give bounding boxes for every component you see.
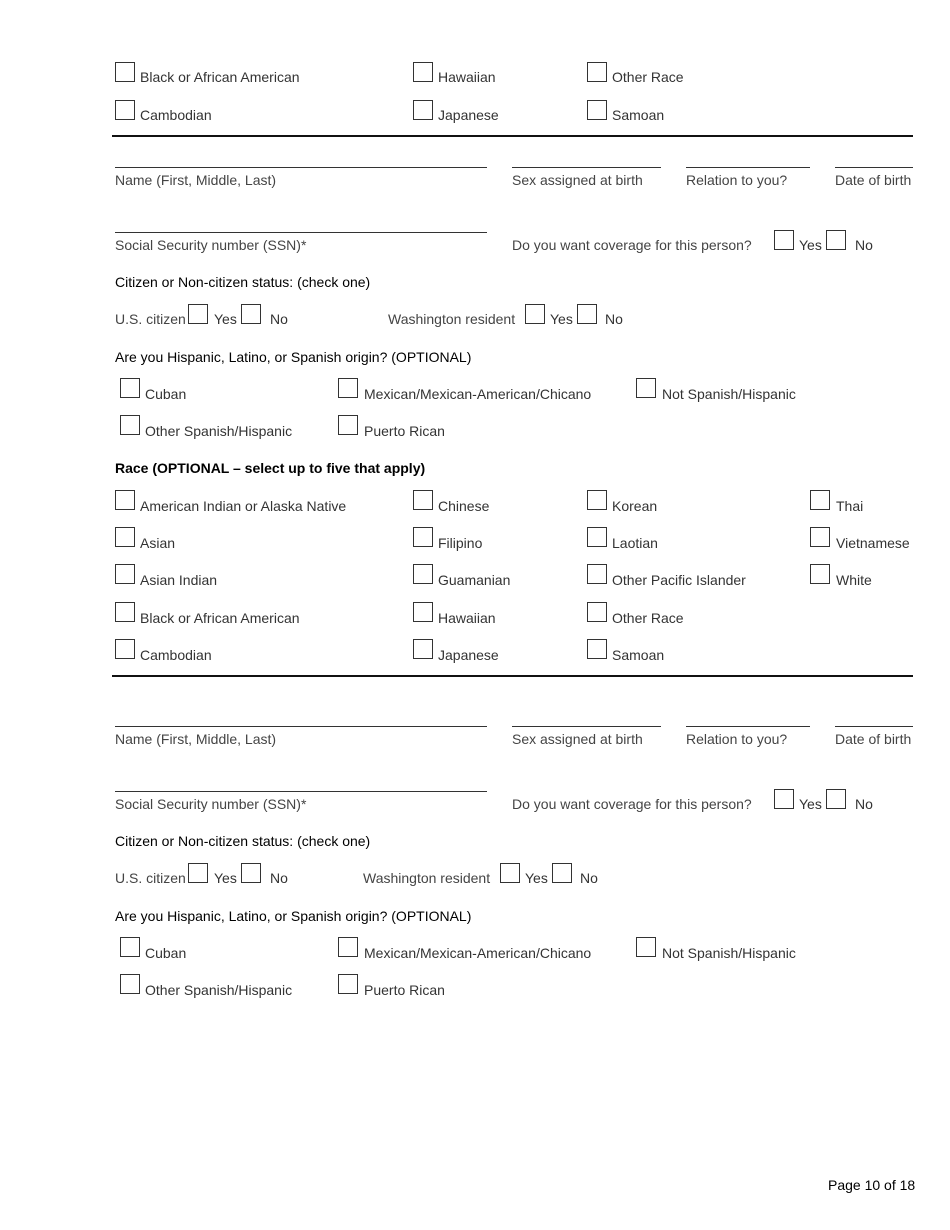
race-checkbox-other-race[interactable] — [587, 602, 607, 622]
hispanic-label-other: Other Spanish/Hispanic — [145, 423, 293, 439]
race-label-vietnamese: Vietnamese — [836, 535, 910, 551]
hispanic-checkbox-puerto-rican[interactable] — [338, 974, 358, 994]
race-checkbox-vietnamese[interactable] — [810, 527, 830, 547]
hispanic-label-mexican: Mexican/Mexican-American/Chicano — [364, 945, 592, 961]
hispanic-question: Are you Hispanic, Latino, or Spanish origin? (OPTIONAL) — [115, 349, 472, 365]
hispanic-label-other: Other Spanish/Hispanic — [145, 982, 293, 998]
relation-field[interactable] — [686, 726, 810, 727]
coverage-no-label: No — [855, 237, 873, 253]
sex-label: Sex assigned at birth — [512, 731, 643, 747]
coverage-question: Do you want coverage for this person? — [512, 796, 752, 812]
hispanic-label-not-hispanic: Not Spanish/Hispanic — [662, 945, 796, 961]
dob-label: Date of birth — [835, 731, 912, 747]
sex-field[interactable] — [512, 167, 661, 168]
dob-field[interactable] — [835, 167, 913, 168]
race-checkbox-american-indian[interactable] — [115, 490, 135, 510]
hispanic-question: Are you Hispanic, Latino, or Spanish origin? (OPTIONAL) — [115, 908, 472, 924]
page-number: Page 10 of 18 — [828, 1177, 916, 1193]
dob-label: Date of birth — [835, 172, 912, 188]
us-citizen-yes-checkbox[interactable] — [188, 304, 208, 324]
us-citizen-no-label: No — [270, 311, 288, 327]
race-label-asian: Asian — [140, 535, 176, 551]
race-label-black: Black or African American — [140, 610, 300, 626]
name-field[interactable] — [115, 726, 487, 727]
wa-resident-yes-checkbox[interactable] — [525, 304, 545, 324]
race-label-samoan: Samoan — [612, 107, 665, 123]
race-label-other-pacific: Other Pacific Islander — [612, 572, 746, 588]
ssn-field[interactable] — [115, 232, 487, 233]
race-checkbox-hawaiian[interactable] — [413, 62, 433, 82]
us-citizen-label: U.S. citizen — [115, 870, 186, 886]
sex-field[interactable] — [512, 726, 661, 727]
relation-field[interactable] — [686, 167, 810, 168]
race-label-hawaiian: Hawaiian — [438, 69, 496, 85]
hispanic-label-cuban: Cuban — [145, 945, 187, 961]
us-citizen-label: U.S. citizen — [115, 311, 186, 327]
hispanic-label-puerto-rican: Puerto Rican — [364, 982, 445, 998]
wa-resident-yes-checkbox[interactable] — [500, 863, 520, 883]
race-label-hawaiian: Hawaiian — [438, 610, 496, 626]
us-citizen-yes-checkbox[interactable] — [188, 863, 208, 883]
ssn-field[interactable] — [115, 791, 487, 792]
hispanic-checkbox-puerto-rican[interactable] — [338, 415, 358, 435]
race-checkbox-asian-indian[interactable] — [115, 564, 135, 584]
race-checkbox-white[interactable] — [810, 564, 830, 584]
race-checkbox-japanese[interactable] — [413, 639, 433, 659]
wa-resident-no-label: No — [580, 870, 598, 886]
hispanic-checkbox-not-hispanic[interactable] — [636, 378, 656, 398]
race-checkbox-other-race[interactable] — [587, 62, 607, 82]
race-label-white: White — [836, 572, 872, 588]
coverage-no-label: No — [855, 796, 873, 812]
race-label-samoan: Samoan — [612, 647, 665, 663]
race-checkbox-thai[interactable] — [810, 490, 830, 510]
hispanic-checkbox-other[interactable] — [120, 974, 140, 994]
relation-label: Relation to you? — [686, 172, 788, 188]
wa-resident-no-label: No — [605, 311, 623, 327]
race-label-filipino: Filipino — [438, 535, 483, 551]
race-checkbox-black[interactable] — [115, 602, 135, 622]
name-label: Name (First, Middle, Last) — [115, 172, 277, 188]
hispanic-checkbox-cuban[interactable] — [120, 378, 140, 398]
race-checkbox-filipino[interactable] — [413, 527, 433, 547]
race-label-other-race: Other Race — [612, 610, 684, 626]
race-label-other-race: Other Race — [612, 69, 684, 85]
name-label: Name (First, Middle, Last) — [115, 731, 277, 747]
citizen-status-label: Citizen or Non-citizen status: (check one) — [115, 274, 371, 290]
race-label-japanese: Japanese — [438, 107, 499, 123]
dob-field[interactable] — [835, 726, 913, 727]
race-label-american-indian: American Indian or Alaska Native — [140, 498, 347, 514]
wa-resident-label: Washington resident — [388, 311, 516, 327]
section-divider — [112, 675, 913, 677]
us-citizen-yes-label: Yes — [214, 870, 237, 886]
hispanic-label-puerto-rican: Puerto Rican — [364, 423, 445, 439]
race-checkbox-korean[interactable] — [587, 490, 607, 510]
race-label-cambodian: Cambodian — [140, 647, 212, 663]
ssn-label: Social Security number (SSN)* — [115, 237, 307, 253]
race-label-korean: Korean — [612, 498, 658, 514]
us-citizen-yes-label: Yes — [214, 311, 237, 327]
race-checkbox-japanese[interactable] — [413, 100, 433, 120]
wa-resident-label: Washington resident — [363, 870, 491, 886]
coverage-yes-checkbox[interactable] — [774, 789, 794, 809]
race-label-laotian: Laotian — [612, 535, 658, 551]
wa-resident-no-checkbox[interactable] — [552, 863, 572, 883]
race-label-guamanian: Guamanian — [438, 572, 511, 588]
relation-label: Relation to you? — [686, 731, 788, 747]
race-checkbox-other-pacific[interactable] — [587, 564, 607, 584]
section-divider — [112, 135, 913, 137]
wa-resident-yes-label: Yes — [525, 870, 548, 886]
sex-label: Sex assigned at birth — [512, 172, 643, 188]
wa-resident-no-checkbox[interactable] — [577, 304, 597, 324]
race-label-black: Black or African American — [140, 69, 300, 85]
race-label-cambodian: Cambodian — [140, 107, 212, 123]
race-checkbox-cambodian[interactable] — [115, 639, 135, 659]
race-label-chinese: Chinese — [438, 498, 490, 514]
race-checkbox-samoan[interactable] — [587, 100, 607, 120]
race-checkbox-black[interactable] — [115, 62, 135, 82]
coverage-no-checkbox[interactable] — [826, 230, 846, 250]
coverage-yes-checkbox[interactable] — [774, 230, 794, 250]
coverage-yes-label: Yes — [799, 796, 822, 812]
hispanic-checkbox-cuban[interactable] — [120, 937, 140, 957]
race-heading: Race (OPTIONAL – select up to five that apply) — [115, 460, 426, 476]
coverage-yes-label: Yes — [799, 237, 822, 253]
hispanic-checkbox-mexican[interactable] — [338, 937, 358, 957]
race-checkbox-asian[interactable] — [115, 527, 135, 547]
race-label-japanese: Japanese — [438, 647, 499, 663]
us-citizen-no-label: No — [270, 870, 288, 886]
coverage-question: Do you want coverage for this person? — [512, 237, 752, 253]
hispanic-checkbox-other[interactable] — [120, 415, 140, 435]
citizen-status-label: Citizen or Non-citizen status: (check one) — [115, 833, 371, 849]
hispanic-checkbox-not-hispanic[interactable] — [636, 937, 656, 957]
race-checkbox-guamanian[interactable] — [413, 564, 433, 584]
race-label-asian-indian: Asian Indian — [140, 572, 218, 588]
race-label-thai: Thai — [836, 498, 864, 514]
us-citizen-no-checkbox[interactable] — [241, 863, 261, 883]
wa-resident-yes-label: Yes — [550, 311, 573, 327]
race-checkbox-hawaiian[interactable] — [413, 602, 433, 622]
race-checkbox-chinese[interactable] — [413, 490, 433, 510]
hispanic-label-mexican: Mexican/Mexican-American/Chicano — [364, 386, 592, 402]
coverage-no-checkbox[interactable] — [826, 789, 846, 809]
ssn-label: Social Security number (SSN)* — [115, 796, 307, 812]
race-checkbox-cambodian[interactable] — [115, 100, 135, 120]
hispanic-label-cuban: Cuban — [145, 386, 187, 402]
name-field[interactable] — [115, 167, 487, 168]
hispanic-checkbox-mexican[interactable] — [338, 378, 358, 398]
race-checkbox-samoan[interactable] — [587, 639, 607, 659]
hispanic-label-not-hispanic: Not Spanish/Hispanic — [662, 386, 796, 402]
us-citizen-no-checkbox[interactable] — [241, 304, 261, 324]
race-checkbox-laotian[interactable] — [587, 527, 607, 547]
